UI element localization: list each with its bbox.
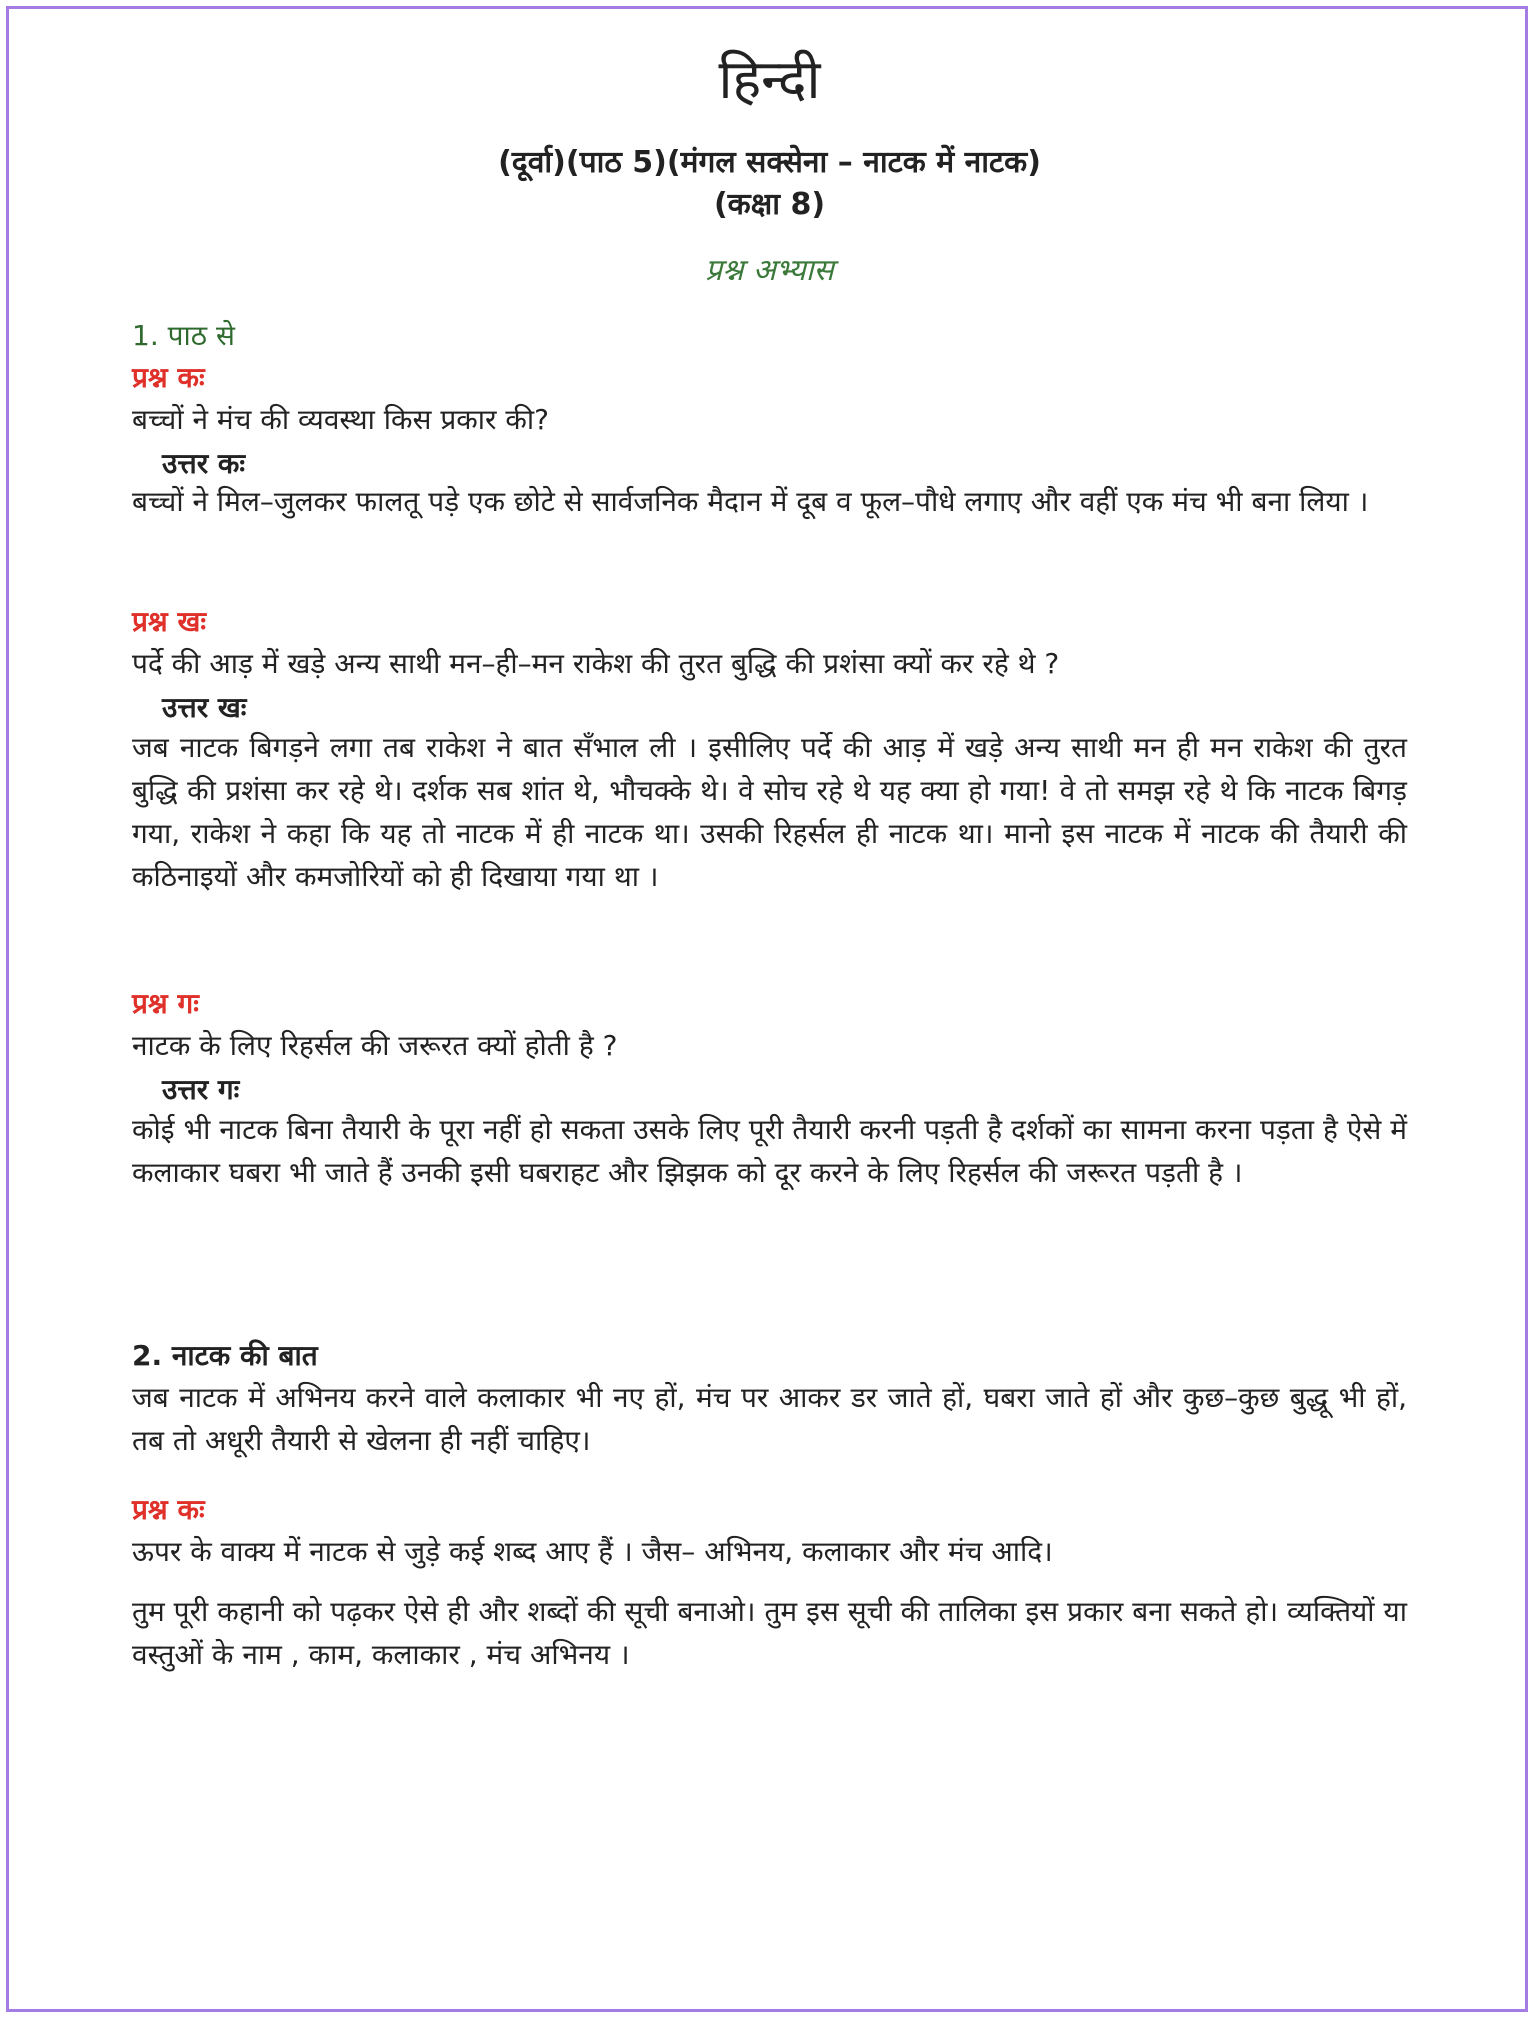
chapter-subtitle: (दूर्वा)(पाठ 5)(मंगल सक्सेना – नाटक में नाटक) xyxy=(498,145,1041,180)
s1-q3-text: नाटक के लिए रिहर्सल की जरूरत क्यों होती है ? xyxy=(132,1029,618,1062)
section1-heading: 1. पाठ से xyxy=(132,319,235,352)
s1-a3-text: कोई भी नाटक बिना तैयारी के पूरा नहीं हो सकता उसके लिए पूरी तैयारी करनी पड़ती है दर्शकों का सामना करना पड़ता है ऐसे में कलाकार घबरा भी जाते हैं उनकी इसी घबराहट और झिझक को दूर करने के लिए रिहर्सल की जरूरत पड़ती है । xyxy=(132,1113,1407,1189)
s1-q2-label: प्रश्न खः xyxy=(132,605,207,638)
s1-a1-label: उत्तर कः xyxy=(162,447,246,480)
s1-q3-label: प्रश्न गः xyxy=(132,987,199,1020)
page-title: हिन्दी xyxy=(718,48,821,111)
s1-a3-label: उत्तर गः xyxy=(162,1073,240,1106)
practice-heading: प्रश्न अभ्यास xyxy=(705,253,834,288)
s1-a1-text: बच्चों ने मिल–जुलकर फालतू पड़े एक छोटे से सार्वजनिक मैदान में दूब व फूल–पौधे लगाए और वहीं एक मंच भी बना लिया । xyxy=(132,485,1369,518)
s2-q1-text: ऊपर के वाक्य में नाटक से जुड़े कई शब्द आए हैं । जैस– अभिनय, कलाकार और मंच आदि। xyxy=(132,1535,1053,1568)
class-subtitle: (कक्षा 8) xyxy=(713,187,826,222)
s1-a2-text: जब नाटक बिगड़ने लगा तब राकेश ने बात सँभाल ली । इसीलिए पर्दे की आड़ में खड़े अन्य साथी मन ही मन राकेश की तुरत बुद्धि की प्रशंसा कर रहे थे। दर्शक सब शांत थे, भौचक्के थे। वे सोच रहे थे यह क्या हो गया! वे तो समझ रहे थे कि नाटक बिगड़ गया, राकेश ने कहा कि यह तो नाटक में ही नाटक था। उसकी रिहर्सल ही नाटक था। मानो इस नाटक में नाटक की तैयारी की कठिनाइयों और कमजोरियों को ही दिखाया गया था । xyxy=(132,731,1407,893)
page-border xyxy=(6,6,1528,2012)
s1-q1-text: बच्चों ने मंच की व्यवस्था किस प्रकार की? xyxy=(132,403,550,436)
s2-q1-text2: तुम पूरी कहानी को पढ़कर ऐसे ही और शब्दों की सूची बनाओ। तुम इस सूची की तालिका इस प्रकार बना सकते हो। व्यक्तियों या वस्तुओं के नाम , काम, कलाकार , मंच अभिनय । xyxy=(132,1595,1407,1671)
s1-a2-label: उत्तर खः xyxy=(162,691,247,724)
s1-q2-text: पर्दे की आड़ में खड़े अन्य साथी मन–ही–मन राकेश की तुरत बुद्धि की प्रशंसा क्यों कर रहे थे ? xyxy=(132,647,1060,680)
s1-q1-label: प्रश्न कः xyxy=(132,361,205,394)
s2-intro-text: जब नाटक में अभिनय करने वाले कलाकार भी नए हों, मंच पर आकर डर जाते हों, घबरा जाते हों और कुछ–कुछ बुद्धू भी हों, तब तो अधूरी तैयारी से खेलना ही नहीं चाहिए। xyxy=(132,1381,1407,1457)
section2-heading: 2. नाटक की बात xyxy=(132,1339,318,1372)
s2-q1-label: प्रश्न कः xyxy=(132,1493,205,1526)
